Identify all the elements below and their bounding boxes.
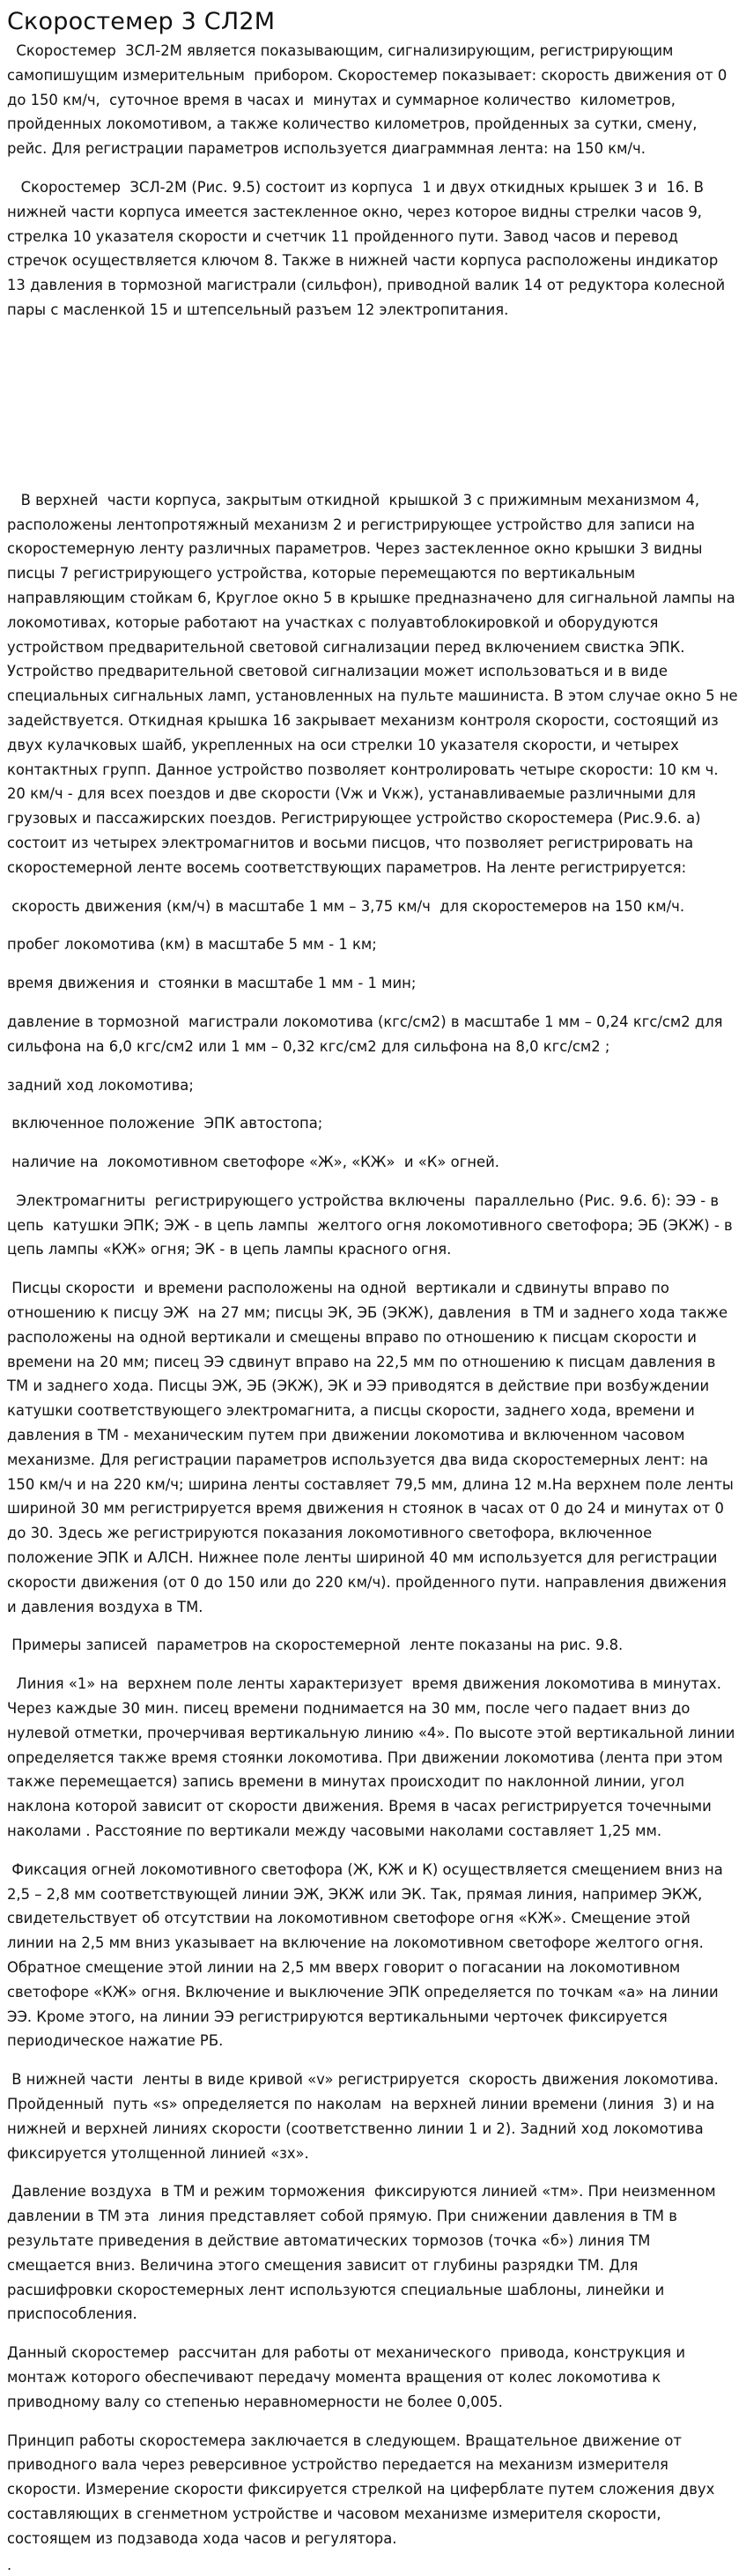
list-item-speed: скорость движения (км/ч) в масштабе 1 мм – 3,75 км/ч для скоростемеров на 150 км/ч. <box>7 897 685 915</box>
spacer <box>7 2327 739 2341</box>
spacer <box>7 1136 739 1150</box>
spacer <box>7 1619 739 1633</box>
list-item-epk: включенное положение ЭПК автостопа; <box>7 1115 323 1132</box>
end-mark: . <box>7 2556 12 2573</box>
paragraph-upper-part: В верхней части корпуса, закрытым откидной крышкой 3 с прижимным механизмом 4, расположены лентопротяжный механизм 2 и регистрирующее устройство для записи на скоростемерную ленту различных параметров. Через застекленное окно крышки 3 видны писцы 7 регистрирующего устройства, которые перемещаются по вертикальным направляющим стойкам 6, Круглое окно 5 в крышке предназначено для сигнальной лампы на локомотивах, которые работают на участках с полуавтоблокировкой и оборудуются устройством предварительной световой сигнализации перед включением свистка ЭПК. Устройство предварительной световой сигнализации может использоваться и в виде специальных сигнальных ламп, установленных на пульте машиниста. В этом случае окно 5 не задействуется. Откидная крышка 16 закрывает механизм контроля скорости, состоящий из двух кулачковых шайб, укрепленных на оси стрелки 10 указателя скорости, и четырех контактных групп. Данное устройство позволяет контролировать четыре скорости: 10 км ч. 20 км/ч - для всех поездов и две скорости (Vж и Vкж), устанавливаемые различными для грузовых и пассажирских поездов. Регистрирующее устройство скоростемера (Рис.9.6. а) состоит из четырех электромагнитов и восьми писцов, что позволяет регистрировать на скоростемерной ленте восемь соответствующих параметров. На ленте регистрируется: <box>7 491 742 876</box>
list-item-reverse: задний ход локомотива; <box>7 1076 194 1094</box>
paragraph-speed-curve: В нижней части ленты в виде кривой «v» регистрируется скорость движения локомотива. Пройденный путь «s» определяется по наколам на верхней линии времени (линия 3) и на нижней и верхней линиях скорости (соответственно линии 1 и 2). Задний ход локомотива фиксируется утолщенной линией «зх». <box>7 2071 724 2162</box>
paragraph-signal-fixation: Фиксация огней локомотивного светофора (Ж, КЖ и К) осуществляется смещением вниз на 2,5 – 2,8 мм соответствующей линии ЭЖ, ЭКЖ или ЭК. Так, прямая линия, например ЭКЖ, свидетельствует об отсутствии на локомотивном светофоре огня «КЖ». Смещение этой линии на 2,5 мм вниз указывает на включение на локомотивном светофоре желтого огня. Обратное смещение этой линии на 2,5 мм вверх говорит о погасании на локомотивном светофоре «КЖ» огня. Включение и выключение ЭПК определяется по точкам «а» на линии ЭЭ. Кроме этого, на линии ЭЭ регистрируются вертикальными черточек фиксируется периодическое нажатие РБ. <box>7 1860 728 2050</box>
spacer <box>7 1658 739 1672</box>
spacer <box>7 880 739 895</box>
figure-placeholder <box>7 323 739 488</box>
paragraph-examples: Примеры записей параметров на скоростемерной ленте показаны на рис. 9.8. <box>7 1637 624 1654</box>
spacer <box>7 918 739 932</box>
spacer <box>7 2053 739 2067</box>
paragraph-electromagnets: Электромагниты регистрирующего устройства включены параллельно (Рис. 9.6. б): ЭЭ - в цепь катушки ЭПК; ЭЖ - в цепь лампы желтого огня локомотивного светофора; ЭБ (ЭКЖ) - в цепь лампы «КЖ» огня; ЭК - в цепь лампы красного огня. <box>7 1191 737 1258</box>
paragraph-drive: Данный скоростемер рассчитан для работы от механического привода, конструкция и монтаж которого обеспечивают передачу момента вращения от колес локомотива к приводному валу со степенью неравномерности не более 0,005. <box>7 2344 691 2410</box>
list-item-pressure: давление в тормозной магистрали локомотива (кгс/см2) в масштабе 1 мм – 0,24 кгс/см2 для сильфона на 6,0 кгс/см2 или 1 мм – 0,32 кгс/см2 для сильфона на 8,0 кгс/см2 ; <box>7 1013 728 1055</box>
spacer <box>7 2415 739 2429</box>
spacer <box>7 1262 739 1276</box>
spacer <box>7 161 739 175</box>
spacer <box>7 2165 739 2179</box>
list-item-distance: пробег локомотива (км) в масштабе 5 мм - 1 км; <box>7 936 377 954</box>
spacer <box>7 1175 739 1189</box>
spacer <box>7 1059 739 1073</box>
paragraph-structure: Скоростемер ЗСЛ-2М (Рис. 9.5) состоит из корпуса 1 и двух откидных крышек 3 и 16. В нижней части корпуса имеется застекленное окно, через которое видны стрелки часов 9, стрелка 10 указателя скорости и счетчик 11 пройденного пути. Завод часов и перевод стречок осуществляется ключом 8. Также в нижней части корпуса расположены индикатор 13 давления в тормозной магистрали (сильфон), приводной валик 14 от редуктора колесной пары с масленкой 15 и штепсельный разъем 12 электропитания. <box>7 178 730 318</box>
page-title: Скоростемер 3 СЛ2М <box>7 8 276 35</box>
spacer <box>7 1097 739 1111</box>
spacer <box>7 1844 739 1858</box>
list-item-time: время движения и стоянки в масштабе 1 мм - 1 мин; <box>7 975 417 992</box>
paragraph-intro: Скоростемер 3СЛ-2М является показывающим, сигнализирующим, регистрирующим самопишущим измерительным прибором. Скоростемер показывает: скорость движения от 0 до 150 км/ч, суточное время в часах и минутах и суммарное количество километров, пройденных локомотивом, а также количество километров, пройденных за сутки, смену, рейс. Для регистрации параметров используется диаграммная лента: на 150 км/ч. <box>7 42 732 158</box>
paragraph-air-pressure: Давление воздуха в ТМ и режим торможения фиксируются линией «тм». При неизменном давлении в ТМ эта линия представляет собой прямую. При снижении давления в ТМ в результате приведения в действие автоматических тормозов (точка «б») линия ТМ смещается вниз. Величина этого смещения зависит от глубины разрядки ТМ. Для расшифровки скоростемерных лент используются специальные шаблоны, линейки и приспособления. <box>7 2183 720 2323</box>
list-item-signals: наличие на локомотивном светофоре «Ж», «КЖ» и «К» огней. <box>7 1154 499 1171</box>
paragraph-line-1: Линия «1» на верхнем поле ленты характеризует время движения локомотива в минутах. Через каждые 30 мин. писец времени поднимается на 30 мм, после чего падает вниз до нулевой отметки, прочерчивая вертикальную линию «4». По высоте этой вертикальной линии определяется также время стоянки локомотива. При движении локомотива (лента при этом также перемещается) запись времени в минутах происходит по наклонной линии, угол наклона которой зависит от скорости движения. Время в часах регистрируется точечными наколами . Расстояние по вертикали между часовыми наколами составляет 1,25 мм. <box>7 1675 740 1840</box>
spacer <box>7 957 739 971</box>
paragraph-pens: Писцы скорости и времени расположены на одной вертикали и сдвинуты вправо по отношению к писцу ЭЖ на 27 мм; писцы ЭК, ЭБ (ЭКЖ), давления в ТМ и заднего хода также расположены на одной вертикали и смещены вправо по отношению к писцам скорости и времени на 20 мм; писец ЭЭ сдвинут вправо на 22,5 мм по отношению к писцам давления в ТМ и заднего хода. Писцы ЭЖ, ЭБ (ЭКЖ), ЭК и ЭЭ приводятся в действие при возбуждении катушки соответствующего электромагнита, а писцы скорости, заднего хода, времени и давления в ТМ - механическим путем при движении локомотива и включенном часовом механизме. Для регистрации параметров используется два вида скоростемерных лент: на 150 км/ч и на 220 км/ч; ширина ленты составляет 79,5 мм, длина 12 м.На верхнем поле ленты шириной 30 мм регистрируется время движения н стоянок в часах от 0 до 24 и минутах от 0 до 30. Здесь же регистрируются показания локомотивного светофора, включенное положение ЭПК и АЛСН. Нижнее поле ленты шириной 40 мм используется для регистрации скорости движения (от 0 до 150 или до 220 км/ч). пройденного пути. направления движения и давления воздуха в ТМ. <box>7 1280 739 1615</box>
spacer <box>7 996 739 1010</box>
paragraph-principle: Принцип работы скоростемера заключается в следующем. Вращательное движение от приводного вала через реверсивное устройство передается на механизм измерителя скорости. Измерение скорости фиксируется стрелкой на циферблате путем сложения двух составляющих в сгенметном устройстве и часовом механизме измерителя скорости, состоящем из подзавода хода часов и регулятора. <box>7 2431 720 2547</box>
